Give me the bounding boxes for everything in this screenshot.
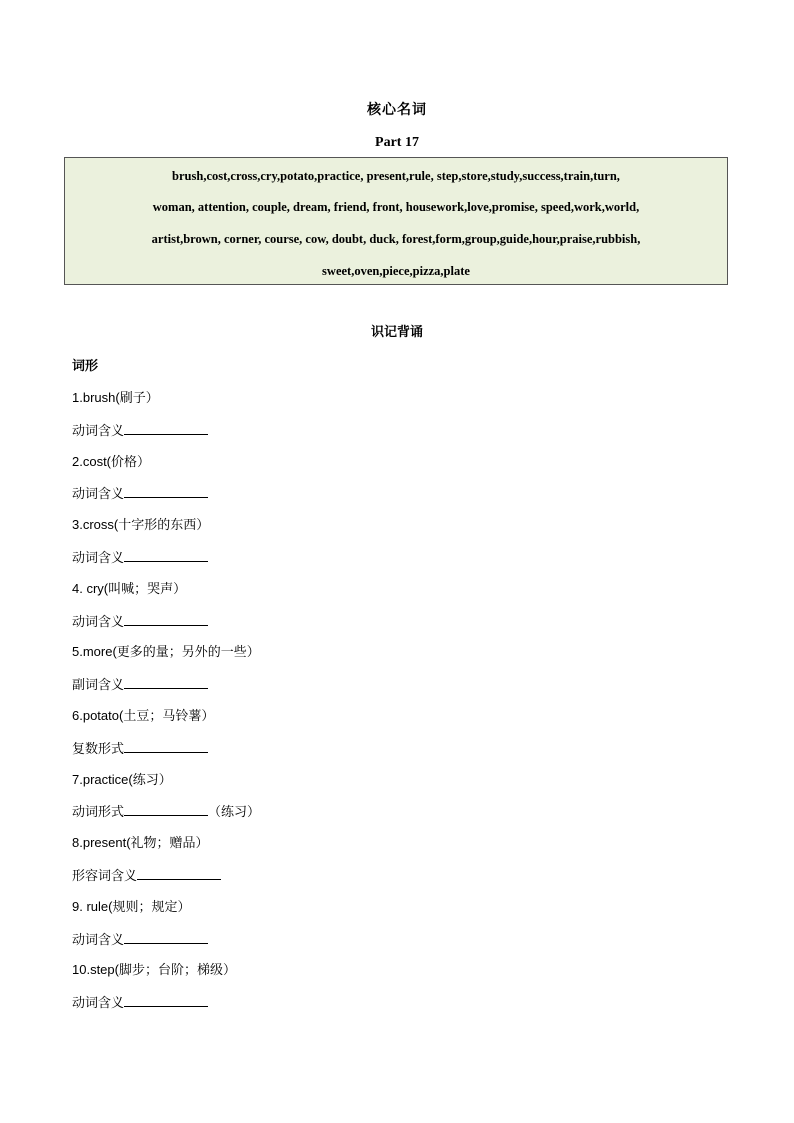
exercise-word: 8.present(礼物；赠品） <box>72 835 209 851</box>
exercise-prompt: 副词含义 <box>72 677 125 693</box>
exercise-prompt-line <box>72 867 221 884</box>
exercise-prompt-line <box>72 549 208 566</box>
word-list-line: brush,cost,cross,cry,potato,practice, present,rule, step,store,study,success,train,turn, <box>172 169 620 183</box>
answer-blank[interactable] <box>124 740 208 753</box>
exercise-prompt: 动词含义 <box>72 931 125 947</box>
exercise-prompt-line <box>72 931 208 948</box>
answer-blank[interactable] <box>124 676 208 689</box>
answer-blank[interactable] <box>124 931 208 944</box>
answer-blank[interactable] <box>124 803 208 816</box>
exercise-prompt-line <box>72 740 208 757</box>
exercise-word: 5.more(更多的量；另外的一些） <box>72 644 260 660</box>
subsection-title: 词形 <box>72 358 99 373</box>
word-list-line: artist,brown, corner, course, cow, doubt, duck, forest,form,group,guide,hour,praise,rubbish, <box>151 232 641 246</box>
page-subtitle: Part 17 <box>375 135 419 150</box>
exercise-prompt-line <box>72 485 208 502</box>
exercise-word: 2.cost(价格） <box>72 453 151 469</box>
exercise-prompt-line <box>72 994 208 1011</box>
exercise-prompt: 动词含义 <box>72 995 125 1011</box>
exercise-prompt-line <box>72 803 260 820</box>
exercise-hint: （练习） <box>208 804 261 820</box>
exercise-word: 1.brush(刷子） <box>72 390 159 405</box>
exercise-prompt: 动词含义 <box>72 550 125 565</box>
section-title: 识记背诵 <box>370 325 423 340</box>
answer-blank[interactable] <box>137 867 221 880</box>
exercise-prompt-line <box>72 422 208 439</box>
exercise-prompt-line <box>72 676 208 693</box>
exercise-prompt: 动词形式 <box>72 804 125 820</box>
page-title: 核心名词 <box>367 102 427 118</box>
exercise-prompt: 复数形式 <box>72 740 125 756</box>
answer-blank[interactable] <box>124 485 208 498</box>
exercise-word: 4. cry(叫喊；哭声） <box>72 580 187 596</box>
exercise-prompt: 动词含义 <box>72 613 125 629</box>
word-list-box <box>64 157 728 285</box>
exercise-prompt: 动词含义 <box>72 422 125 438</box>
exercise-prompt: 动词含义 <box>72 486 125 502</box>
answer-blank[interactable] <box>124 994 208 1007</box>
exercise-word: 7.practice(练习） <box>72 771 172 787</box>
answer-blank[interactable] <box>124 613 208 626</box>
word-list-line: woman, attention, couple, dream, friend, front, housework,love,promise, speed,work,world, <box>152 200 640 214</box>
exercise-prompt: 形容词含义 <box>72 868 138 883</box>
answer-blank[interactable] <box>124 549 208 562</box>
exercise-prompt-line <box>72 613 208 630</box>
exercise-word: 6.potato(土豆；马铃薯） <box>72 708 215 723</box>
answer-blank[interactable] <box>124 422 208 435</box>
exercise-word: 10.step(脚步；台阶；梯级） <box>72 962 236 978</box>
exercise-word: 3.cross(十字形的东西） <box>72 517 210 533</box>
word-list-line: sweet,oven,piece,pizza,plate <box>322 264 470 278</box>
exercise-word: 9. rule(规则；规定） <box>72 898 191 914</box>
